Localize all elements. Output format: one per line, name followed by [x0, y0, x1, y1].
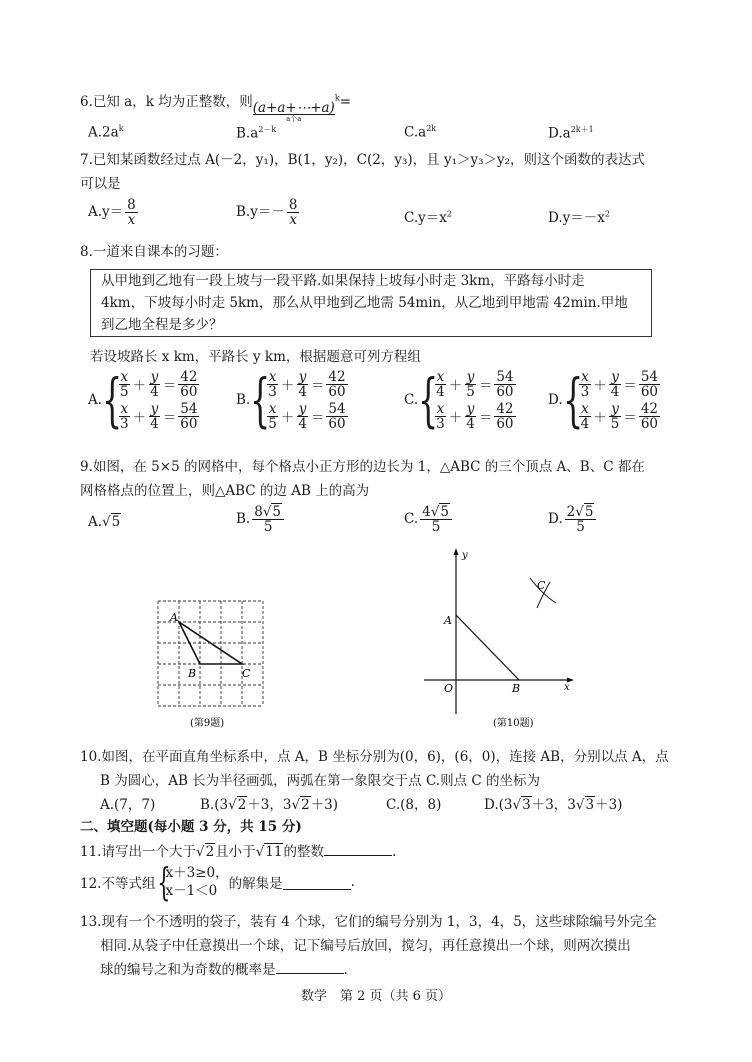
q8-option-c[interactable]: [404, 368, 518, 432]
q6-option-d[interactable]: $D.a^{2k+1}$: [548, 125, 594, 142]
fig9-label-a: A: [170, 611, 178, 624]
q13-line2: 相同.从袋子中任意摸出一个球，记下编号后放回，搅匀，再任意摸出一个球，则两次摸出: [100, 938, 631, 954]
q13-line1: 13.现有一个不透明的袋子，装有 4 个球，它们的编号分别为 1，3，4，5，这些球除编号外完全: [80, 914, 657, 930]
y-axis-arrow: [454, 548, 459, 555]
q6-option-a[interactable]: $A.2a^k$: [88, 124, 124, 141]
equation-2: $\frac{x}{4}$ ＋ $\frac{y}{5}$ ＝ $\frac{42}{60}$: [580, 400, 659, 432]
equation-1: $\frac{x}{5}$ ＋ $\frac{y}{4}$ ＝ $\frac{42}{60}$: [120, 368, 198, 400]
q9-line2: 网格格点的位置上，则△ABC 的边 AB 上的高为: [80, 483, 370, 499]
equation-2: $\frac{x}{3}$ ＋ $\frac{y}{4}$ ＝ $\frac{54}{60}$: [120, 400, 198, 432]
q10-line1: 10.如图，在平面直角坐标系中，点 A，B 坐标分别为(0，6)，(6，0)，连接 AB，分别以点 A，点: [80, 749, 669, 765]
q13-answer-blank[interactable]: [276, 959, 344, 974]
q7-option-a[interactable]: A.y＝ $\frac{8}{x}$: [88, 197, 136, 228]
fig10-caption: (第10题): [493, 718, 534, 729]
q7-option-b[interactable]: B.y＝－ $\frac{8}{x}$: [236, 197, 298, 228]
q9-option-b[interactable]: B. $\frac{8√5}{5}$: [236, 505, 286, 534]
section-2-heading: 二、填空题(每小题 3 分，共 15 分): [80, 819, 302, 835]
q8-box-line1: 从甲地到乙地有一段上坡与一段平路.如果保持上坡每小时走 3km，平路每小时走: [101, 273, 585, 289]
q8-box-line3: 到乙地全程是多少？: [101, 317, 223, 333]
equation-1: $\frac{x}{3}$ ＋ $\frac{y}{4}$ ＝ $\frac{42}{60}$: [268, 368, 346, 400]
q8-box-line2: 4km，下坡每小时走 5km，那么从甲地到乙地需 54min，从乙地到甲地需 42min.甲地: [101, 295, 628, 311]
fig10-label-x: x: [564, 682, 570, 693]
q10-option-d[interactable]: D.(3√3＋3，3√3＋3): [484, 797, 623, 813]
q13-line3: 球的编号之和为奇数的概率是 .: [100, 958, 348, 978]
q12: 12.不等式组 { x＋3≥0， x－1＜0 的解集是 .: [80, 860, 355, 904]
q6-stem: 6.已知 a，k 均为正整数，则 (a+a+⋯+a) a个a $^k$=: [80, 93, 351, 123]
q10-option-a[interactable]: A.(7，7): [100, 797, 156, 813]
q8-problem-box: [90, 269, 652, 337]
q9-line1: 9.如图，在 5×5 的网格中，每个格点小正方形的边长为 1，△ABC 的三个顶点 A、B、C 都在: [80, 459, 645, 475]
q8-option-a[interactable]: [88, 368, 201, 432]
q12-system: x＋3≥0， x－1＜0: [165, 865, 229, 899]
q10-option-b[interactable]: B.(3√2＋3，3√2＋3): [200, 797, 339, 813]
equation-1: $\frac{x}{3}$ ＋ $\frac{y}{4}$ ＝ $\frac{54}{60}$: [580, 368, 659, 400]
segment-ab: [456, 615, 519, 680]
q11: 11.请写出一个大于√2且小于√11的整数 .: [80, 840, 396, 860]
system-label: A.: [88, 392, 103, 408]
q8-option-d[interactable]: [548, 368, 662, 432]
fig10-label-a: A: [444, 614, 452, 627]
q10-option-c[interactable]: C.(8，8): [386, 797, 442, 813]
fig9-label-c: C: [242, 667, 251, 680]
q9-option-d[interactable]: D. $\frac{2√5}{5}$: [548, 505, 598, 534]
equation-2: $\frac{x}{3}$ ＋ $\frac{y}{4}$ ＝ $\frac{42}{60}$: [436, 400, 514, 432]
q8-assumption: 若设坡路长 x km，平路长 y km，根据题意可列方程组: [90, 349, 421, 365]
brace-symbol: {: [418, 366, 439, 434]
equation-1: $\frac{x}{4}$ ＋ $\frac{y}{5}$ ＝ $\frac{54}{60}$: [436, 368, 514, 400]
q6-option-b[interactable]: $B.a^{2-k}$: [236, 125, 277, 142]
q11-answer-blank[interactable]: [324, 841, 392, 856]
figure-9-grid: [150, 595, 280, 735]
q7-line2: 可以是: [80, 176, 121, 192]
fig9-label-b: B: [188, 667, 197, 680]
brace-symbol: {: [250, 366, 271, 434]
q8-option-b[interactable]: [236, 368, 350, 432]
q7-option-c[interactable]: $C.y=x^2$: [404, 209, 452, 226]
system-label: D.: [548, 392, 563, 408]
fig10-label-b: B: [512, 682, 521, 695]
equation-2: $\frac{x}{5}$ ＋ $\frac{y}{4}$ ＝ $\frac{54}{60}$: [268, 400, 346, 432]
brace-symbol: {: [562, 366, 583, 434]
q12-answer-blank[interactable]: [283, 875, 351, 890]
brace-symbol: {: [102, 366, 123, 434]
q7-option-d[interactable]: $D.y=-x^2$: [548, 209, 610, 226]
fig10-label-y: y: [462, 550, 468, 561]
q10-line2: B 为圆心，AB 长为半径画弧，两弧在第一象限交于点 C.则点 C 的坐标为: [100, 773, 541, 789]
q6-option-c[interactable]: $C.a^{2k}$: [404, 124, 437, 141]
q9-option-c[interactable]: C. $\frac{4√5}{5}$: [404, 505, 454, 534]
system-label: C.: [404, 392, 419, 408]
fig10-label-o: O: [444, 682, 454, 695]
system-label: B.: [236, 392, 251, 408]
fig9-caption: (第9题): [190, 718, 225, 729]
q12-brace: {: [157, 860, 172, 904]
page-footer: 数学 第 2 页（共 6 页）: [300, 989, 452, 1004]
q7-line1: 7.已知某函数经过点 A(－2，y₁)，B(1，y₂)，C(2，y₃)，且 y₁＞y₃＞y₂，则这个函数的表达式: [80, 152, 646, 168]
q8-stem: 8.一道来自课本的习题：: [80, 244, 228, 260]
q9-option-a[interactable]: A.√5: [88, 514, 121, 530]
figure-10-coordinates: [420, 546, 590, 736]
fig10-label-c: C: [537, 579, 546, 592]
